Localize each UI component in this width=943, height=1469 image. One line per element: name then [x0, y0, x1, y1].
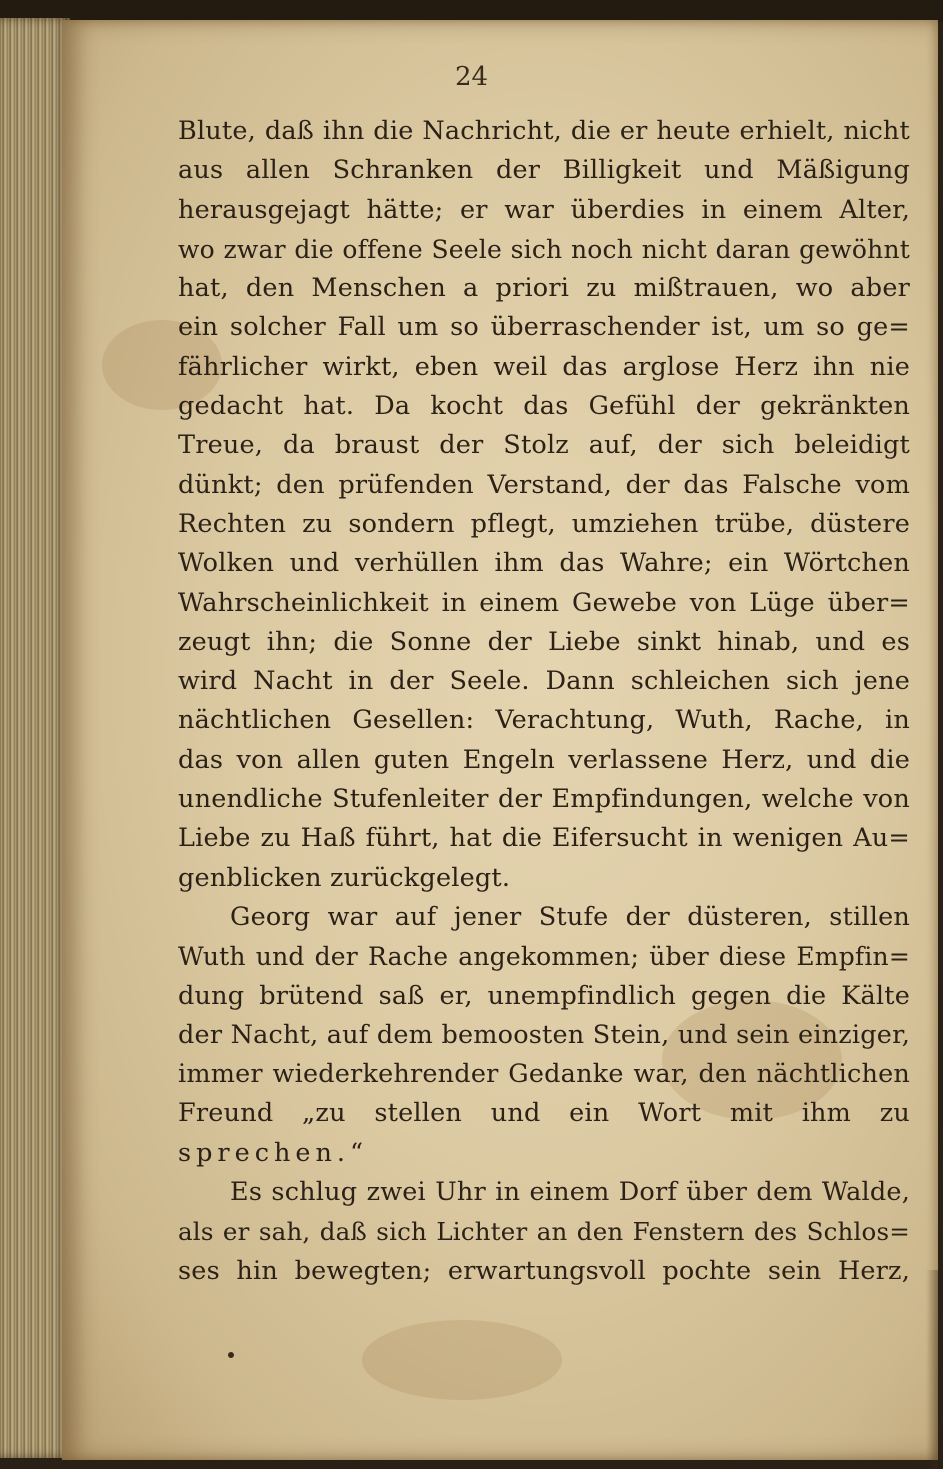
- text-line: ses hin bewegten; erwartungsvoll pochte sein Herz,: [178, 1255, 910, 1286]
- text-line: Blute, daß ihn die Nachricht, die er heute erhielt, nicht: [178, 116, 910, 146]
- text-line: aus allen Schranken der Billigkeit und Mäßigung: [178, 155, 910, 186]
- text-line: das von allen guten Engeln verlassene Herz, und die: [178, 744, 910, 775]
- body-text: [178, 112, 910, 1291]
- text-line: nächtlichen Gesellen: Verachtung, Wuth, Rache, in: [178, 705, 910, 736]
- text-line: wird Nacht in der Seele. Dann schleichen sich jene: [178, 666, 910, 697]
- page-number: 24: [454, 62, 489, 92]
- top-shadow: [0, 0, 943, 22]
- text-line: Treue, da braust der Stolz auf, der sich beleidigt: [178, 430, 910, 461]
- text-line: sprechen.“: [178, 1137, 369, 1168]
- paper-stain: [362, 1320, 562, 1400]
- text-line: Liebe zu Haß führt, hat die Eifersucht in wenigen Au=: [178, 823, 910, 854]
- text-line: Es schlug zwei Uhr in einem Dorf über dem Walde,: [230, 1177, 910, 1208]
- text-line: hat, den Menschen a priori zu mißtrauen, wo aber: [178, 273, 910, 304]
- text-line: Georg war auf jener Stufe der düsteren, stillen: [230, 901, 910, 932]
- text-line: unendliche Stufenleiter der Empfindungen, welche von: [178, 784, 910, 815]
- text-line: der Nacht, auf dem bemoosten Stein, und sein einziger,: [178, 1019, 910, 1050]
- text-line: fährlicher wirkt, eben weil das arglose Herz ihn nie: [178, 351, 910, 382]
- text-line: gedacht hat. Da kocht das Gefühl der gekränkten: [178, 391, 910, 422]
- text-line: immer wiederkehrender Gedanke war, den nächtlichen: [178, 1059, 910, 1090]
- text-line: herausgejagt hätte; er war überdies in einem Alter,: [178, 194, 910, 225]
- text-line: als er sah, daß sich Lichter an den Fenstern des Schlos=: [178, 1217, 910, 1247]
- text-line: dung brütend saß er, unempfindlich gegen die Kälte: [178, 980, 910, 1011]
- text-line: Freund „zu stellen und ein Wort mit ihm zu: [178, 1098, 910, 1129]
- text-line: Wuth und der Rache angekommen; über diese Empfin=: [178, 942, 910, 972]
- text-line: ein solcher Fall um so überraschender ist, um so ge=: [178, 312, 910, 343]
- page-edges: [0, 18, 70, 1458]
- ink-speck: [228, 1352, 234, 1358]
- text-line: genblicken zurückgelegt.: [178, 862, 511, 893]
- page-fold-shadow: [926, 1270, 938, 1469]
- text-line: wo zwar die offene Seele sich noch nicht daran gewöhnt: [178, 234, 910, 264]
- text-line: Rechten zu sondern pflegt, umziehen trübe, düstere: [178, 508, 910, 539]
- text-line: dünkt; den prüfenden Verstand, der das Falsche vom: [178, 469, 910, 500]
- text-line: zeugt ihn; die Sonne der Liebe sinkt hinab, und es: [178, 626, 910, 657]
- text-line: Wahrscheinlichkeit in einem Gewebe von Lüge über=: [178, 587, 910, 618]
- text-line: Wolken und verhüllen ihm das Wahre; ein Wörtchen: [178, 548, 910, 579]
